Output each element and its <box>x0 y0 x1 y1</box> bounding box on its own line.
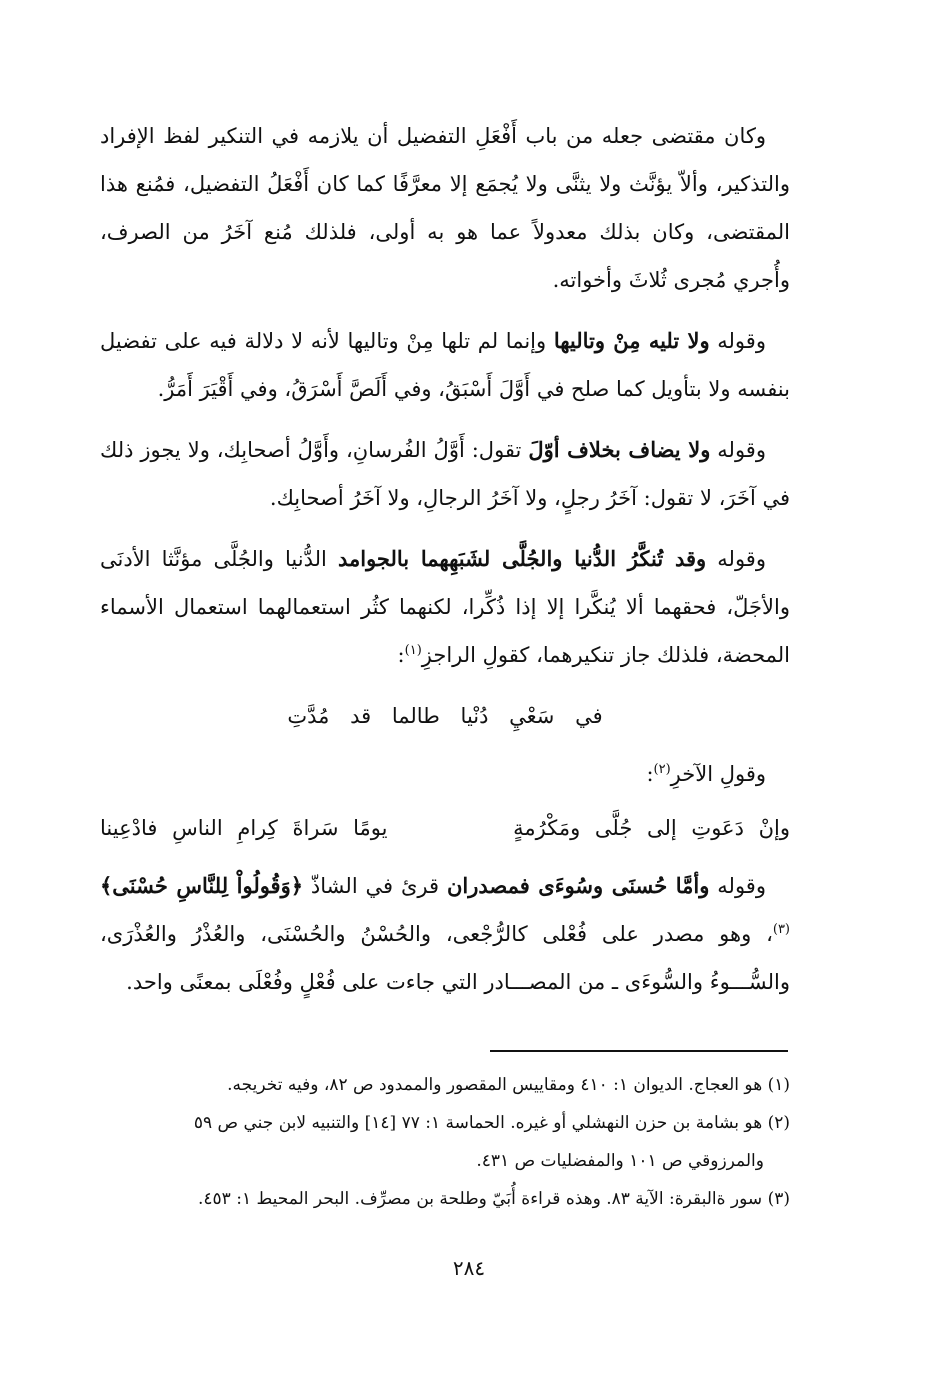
paragraph-3-quote: ولا يضاف بخلاف أوّلَ <box>528 437 711 462</box>
verse-2-first-hemistich: وإنْ دَعَوتِ إلى جُلَّى ومَكْرُمةٍ <box>513 816 790 840</box>
paragraph-2-lead: وقوله <box>709 329 766 353</box>
paragraph-5-quote: وأمَّا حُسنَى وسُوءَى فمصدران <box>446 873 710 898</box>
verse-2-intro <box>100 750 790 798</box>
paragraph-5 <box>100 862 790 1006</box>
verse-1 <box>100 692 790 740</box>
footnote-ref-3: (٣) <box>772 922 790 937</box>
paragraph-2-text: وإنما لم تلها مِنْ وتاليها لأنه لا دلالة فيه على تفضيل بنفسه ولا بتأويل كما صلح في أَوَّلَ أَسْبَقُ، وفي أَلَصَّ أَسْرَقُ، وفي أَقْيَرَ أَمَرُّ. <box>100 329 790 401</box>
footnote-2: (٢) هو بشامة بن حزن النهشلي أو غيره. الحماسة ١: ٧٧ [١٤] والتنبيه لابن جني ص ٥٩ <box>193 1113 790 1133</box>
paragraph-1-text: وكان مقتضى جعله من باب أَفْعَلِ التفضيل أن يلازمه في التنكير لفظ الإفراد والتذكير، وألاّ يؤنَّث ولا يثنَّى ولا يُجمَع إلا معرَّفًا كما كان أَفْعَلُ التفضيل، فمُنع هذا المقتضى، وكان بذلك معدولاً عما هو به أولى، فلذلك مُنع آخَرُ من الصرف، وأُجري مُجرى ثُلاثَ وأخواته. <box>100 124 790 292</box>
verse-2 <box>100 804 790 852</box>
paragraph-3-text: تقول: أَوَّلُ الفُرسانِ، وأَوَّلُ أصحابِك، ولا يجوز ذلك في آخَرَ، لا تقول: آخَرُ رجلٍ، ولا آخَرُ الرجالِ، ولا آخَرُ أصحابِك. <box>100 438 790 510</box>
paragraph-4 <box>100 535 790 679</box>
paragraph-2-quote: ولا تليه مِنْ وتاليها <box>553 328 710 353</box>
page-number: ٢٨٤ <box>452 1256 486 1280</box>
footnote-2-continued: والمرزوقي ص ١٠١ والمفضليات ص ٤٣١. <box>476 1151 764 1171</box>
footnotes <box>100 1068 790 1220</box>
paragraph-4-text: الدُّنيا والجُلَّى مؤنَّثا الأدنَى والأجَلّ، فحقهما ألا يُنكَّرا إلا إذا ذُكِّرا، لكنهما كثُر استعمالهما استعمال الأسماء المحضة، فلذلك جاز تنكيرهما، كقولِ الراجزِ <box>100 547 790 667</box>
paragraph-4-end: : <box>397 643 405 667</box>
footnote-ref-2: (٢) <box>653 762 671 777</box>
paragraph-3 <box>100 426 790 522</box>
footnote-3: (٣) سور ةالبقرة: الآية ٨٣. وهذه قراءة أُبَيّ وطلحة بن مصرِّف. البحر المحيط ١: ٤٥٣. <box>198 1189 790 1209</box>
paragraph-4-quote: وقد تُنكَّرُ الدُّنيا والجُلَّى لشَبَهِهما بالجوامد <box>337 546 707 571</box>
paragraph-3-lead: وقوله <box>710 438 766 462</box>
paragraph-5-mid: قرئ في الشاذّ <box>303 874 447 898</box>
quran-quote: ﴿وَقُولُواْ لِلنَّاسِ حُسْنَى﴾ <box>100 873 304 898</box>
paragraph-1 <box>100 112 790 304</box>
paragraph-5-text: ، وهو مصدر على فُعْلى كالرُّجْعى، والحُسْنُ والحُسْنَى، والعُذْرُ والعُذْرَى، والسُّـــوءُ والسُّوءَى ـ من المصـــادر التي جاءت على فُعْلٍ وفُعْلَى بمعنًى واحد. <box>100 922 790 994</box>
paragraph-2 <box>100 317 790 413</box>
footnote-1: (١) هو العجاج. الديوان ١: ٤١٠ ومقاييس المقصور والممدود ص ٨٢، وفيه تخريجه. <box>227 1075 790 1095</box>
verse-2-intro-text: وقولِ الآخرِ <box>670 762 766 786</box>
paragraph-4-lead: وقوله <box>706 547 766 571</box>
main-text <box>100 112 790 1019</box>
paragraph-5-lead: وقوله <box>709 874 766 898</box>
verse-1-text: في سَعْيِ دُنْيا طالما قد مُدَّتِ <box>287 704 603 728</box>
footnote-separator <box>490 1050 788 1052</box>
footnote-ref-1: (١) <box>404 643 422 658</box>
verse-2-second-hemistich: يومًا سَراةَ كِرامِ الناسِ فادْعِينا <box>100 816 388 840</box>
verse-2-intro-end: : <box>646 762 654 786</box>
